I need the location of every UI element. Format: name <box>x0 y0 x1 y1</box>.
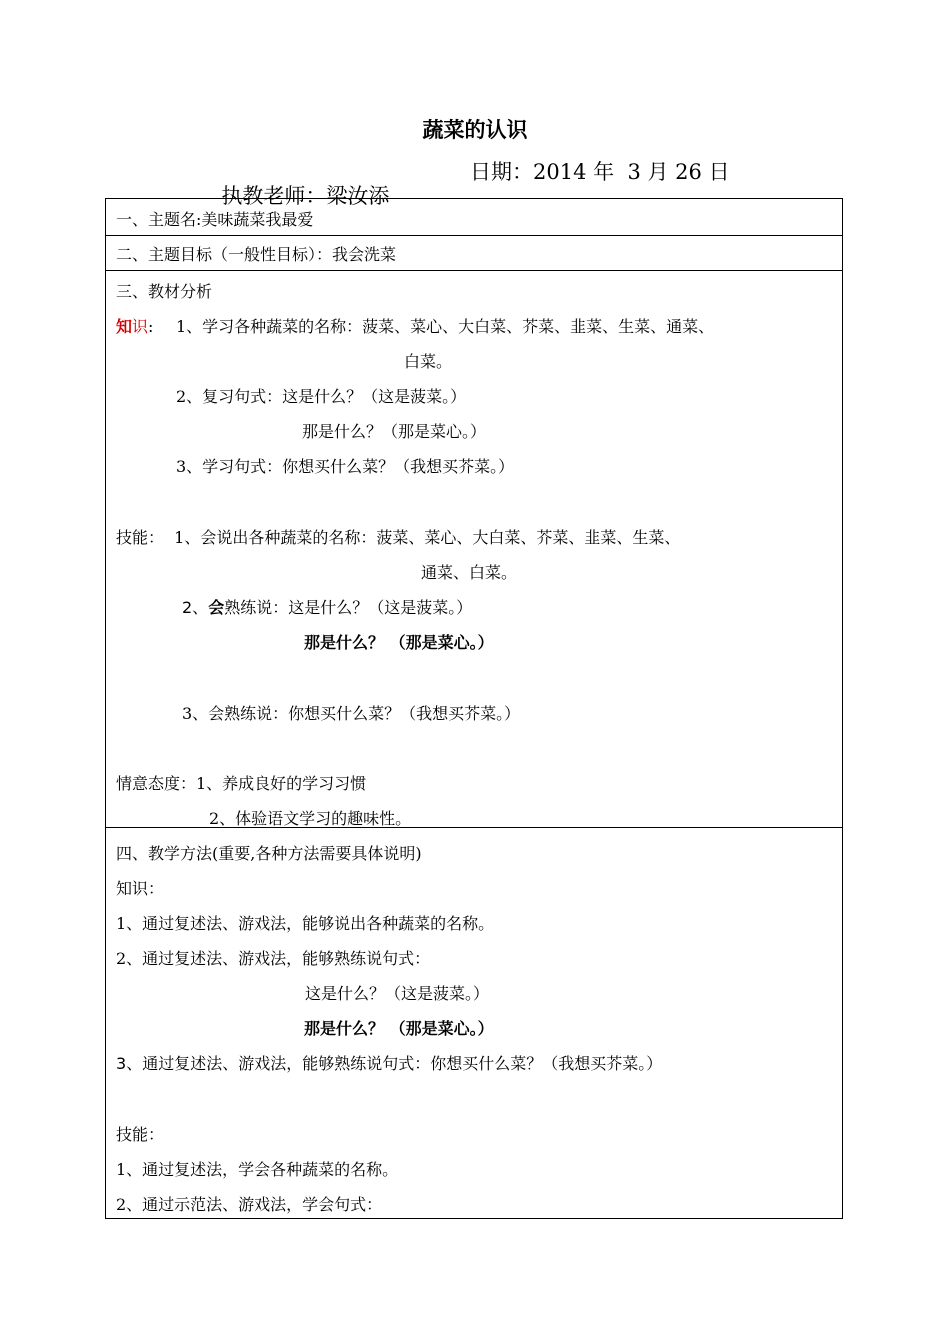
method-item-2b: 那是什么？ （那是菜心。） <box>304 1019 494 1038</box>
row-divider <box>106 270 842 271</box>
knowledge-item-2-cont: 那是什么？（那是菜心。） <box>302 422 487 441</box>
theme-goal: 二、主题目标（一般性目标）：我会洗菜 <box>116 245 397 264</box>
material-analysis-heading: 三、教材分析 <box>116 282 213 301</box>
attitude-item-1: 情意态度：1、养成良好的学习习惯 <box>116 774 367 793</box>
method-knowledge-label: 知识： <box>116 879 165 898</box>
method-item-1: 1、通过复述法、游戏法，能够说出各种蔬菜的名称。 <box>116 914 495 933</box>
theme-name: 一、主题名:美味蔬菜我最爱 <box>116 210 314 229</box>
teacher-name: 执教老师：梁汝添 <box>221 184 390 208</box>
method-skills-label: 技能： <box>116 1125 165 1144</box>
lesson-date: 日期：2014 年 3 月 26 日 <box>470 160 730 184</box>
knowledge-label <box>116 317 153 337</box>
knowledge-colon: : <box>148 317 154 336</box>
method-item-3 <box>116 1054 662 1074</box>
row-divider <box>106 235 842 236</box>
method-item-3-text: 、通过复述法、游戏法，能够熟练说句式：你想买什么菜？（我想买芥菜。） <box>126 1054 663 1073</box>
method-item-3-num: 3 <box>116 1054 127 1073</box>
skill-item-2-bold: 会 <box>208 598 225 617</box>
method-item-2a: 这是什么？（这是菠菜。） <box>305 984 490 1003</box>
attitude-item-2: 2、体验语文学习的趣味性。 <box>209 809 412 828</box>
lesson-plan-table <box>105 198 843 1219</box>
knowledge-item-2: 2、复习句式：这是什么？（这是菠菜。） <box>176 387 467 406</box>
skill-item-2-cont: 那是什么？ （那是菜心。） <box>304 633 494 652</box>
method-item-2: 2、通过复述法、游戏法，能够熟练说句式： <box>116 949 431 968</box>
knowledge-label-char: 识 <box>132 317 149 336</box>
teaching-method-heading: 四、教学方法(重要,各种方法需要具体说明) <box>116 844 422 863</box>
method-skill-1: 1、通过复述法，学会各种蔬菜的名称。 <box>116 1160 399 1179</box>
knowledge-item-3: 3、学习句式：你想买什么菜？（我想买芥菜。） <box>176 457 515 476</box>
knowledge-item-1: 1、学习各种蔬菜的名称：菠菜、菜心、大白菜、芥菜、韭菜、生菜、通菜、 <box>176 317 715 336</box>
knowledge-item-1-cont: 白菜。 <box>404 352 453 371</box>
skill-item-3: 3、会熟练说：你想买什么菜？（我想买芥菜。） <box>182 704 521 723</box>
skill-item-2-text: 熟练说：这是什么？（这是菠菜。） <box>224 598 473 617</box>
skill-item-1: 技能： 1、会说出各种蔬菜的名称：菠菜、菜心、大白菜、芥菜、韭菜、生菜、 <box>116 528 681 547</box>
skill-item-1-cont: 通菜、白菜。 <box>421 563 518 582</box>
document-title: 蔬菜的认识 <box>422 118 528 142</box>
knowledge-label-char: 知 <box>116 317 133 336</box>
skill-item-2-num: 2、 <box>182 598 209 617</box>
skill-item-2 <box>182 598 472 618</box>
method-skill-2: 2、通过示范法、游戏法，学会句式： <box>116 1195 383 1214</box>
